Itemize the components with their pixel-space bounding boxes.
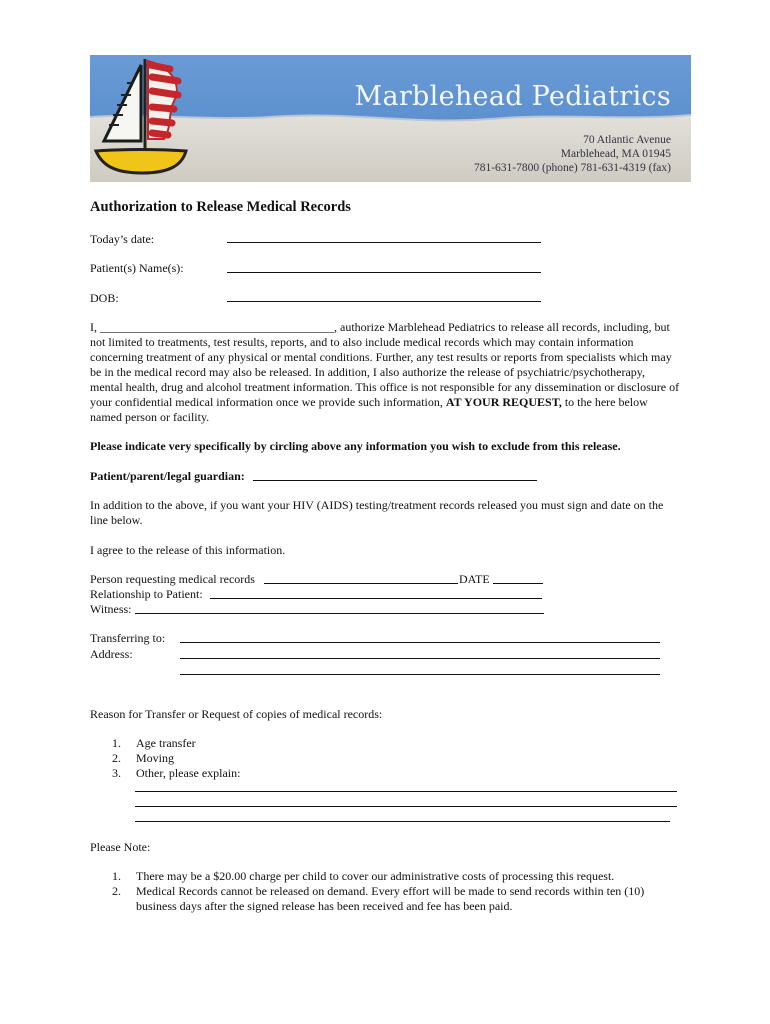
hiv-paragraph: In addition to the above, if you want your HIV (AIDS) testing/treatment records released you must sign and date on the line below. — [90, 498, 664, 527]
auth-text-prefix: I, _______________________________________, authorize Marblehead Pediatrics to release all records, including, but not limited to treatments, test results, reports, and to also include medical records which may contain information concerning treatment of any physical or mental conditions. Further, any test results or reports from specialists which may be in the medical record may also be released. In addition, I also authorize the release of psychiatric/psychotherapy, mental health, drug and alcohol treatment information. This office is not responsible for any dissemination or disclosure of your confidential medical information once we provide such information, — [90, 320, 680, 409]
reason-item — [112, 766, 240, 781]
agree-text: I agree to the release of this information. — [90, 543, 286, 557]
person-requesting-label: Person requesting medical records — [90, 572, 255, 586]
reason-text: Moving — [136, 751, 175, 765]
witness-field[interactable] — [135, 613, 544, 614]
form-title: Authorization to Release Medical Records — [90, 199, 351, 215]
reason-item — [112, 736, 240, 751]
patient-names-label: Patient(s) Name(s): — [90, 261, 184, 275]
note-number: 1. — [112, 869, 121, 883]
please-note-heading: Please Note: — [90, 840, 151, 854]
reason-number: 3. — [112, 766, 121, 780]
auth-text-suffix: to the here below named person or facility. — [90, 395, 648, 424]
authorization-paragraph — [90, 320, 680, 425]
transferring-to-field[interactable] — [180, 642, 660, 643]
reason-number: 1. — [112, 736, 121, 750]
note-number: 2. — [112, 884, 121, 898]
witness-label: Witness: — [90, 602, 132, 616]
other-explain-line-1[interactable] — [135, 791, 677, 792]
transferring-to-label: Transferring to: — [90, 631, 166, 645]
exclude-note: Please indicate very specifically by circling above any information you wish to exclude from this release. — [90, 439, 621, 453]
address-label: Address: — [90, 647, 133, 661]
relationship-field[interactable] — [210, 598, 542, 599]
reason-text: Other, please explain: — [136, 766, 241, 780]
note-item — [112, 884, 678, 914]
address-field-line-1[interactable] — [180, 658, 660, 659]
address-field-line-2[interactable] — [180, 674, 660, 675]
dob-label: DOB: — [90, 291, 119, 305]
other-explain-line-2[interactable] — [135, 806, 677, 807]
note-text: Medical Records cannot be released on demand. Every effort will be made to send records within ten (10) business days after the signed release has been received and fee has been paid. — [136, 884, 645, 913]
notes-list — [112, 869, 678, 914]
todays-date-field[interactable] — [227, 242, 541, 243]
other-explain-line-3[interactable] — [135, 821, 670, 822]
note-text: There may be a $20.00 charge per child to cover our administrative costs of processing this request. — [136, 869, 615, 883]
date-label: DATE — [459, 572, 490, 586]
patient-names-field[interactable] — [227, 272, 541, 273]
reason-text: Age transfer — [136, 736, 196, 750]
header-banner — [90, 55, 691, 182]
note-item — [112, 869, 678, 884]
reason-list — [112, 736, 240, 781]
address-line-2: Marblehead, MA 01945 — [560, 148, 671, 160]
dob-field[interactable] — [227, 301, 541, 302]
todays-date-label: Today’s date: — [90, 232, 155, 246]
date-field[interactable] — [493, 583, 543, 584]
phone-fax: 781-631-7800 (phone) 781-631-4319 (fax) — [473, 162, 671, 174]
clinic-name: Marblehead Pediatrics — [354, 81, 671, 112]
person-requesting-field[interactable] — [264, 583, 458, 584]
relationship-label: Relationship to Patient: — [90, 587, 203, 601]
guardian-label: Patient/parent/legal guardian: — [90, 469, 245, 483]
reason-item — [112, 751, 240, 766]
auth-text-bold: AT YOUR REQUEST, — [445, 395, 562, 409]
reason-heading: Reason for Transfer or Request of copies of medical records: — [90, 707, 383, 721]
guardian-signature-field[interactable] — [253, 480, 537, 481]
address-line-1: 70 Atlantic Avenue — [583, 134, 671, 146]
reason-number: 2. — [112, 751, 121, 765]
